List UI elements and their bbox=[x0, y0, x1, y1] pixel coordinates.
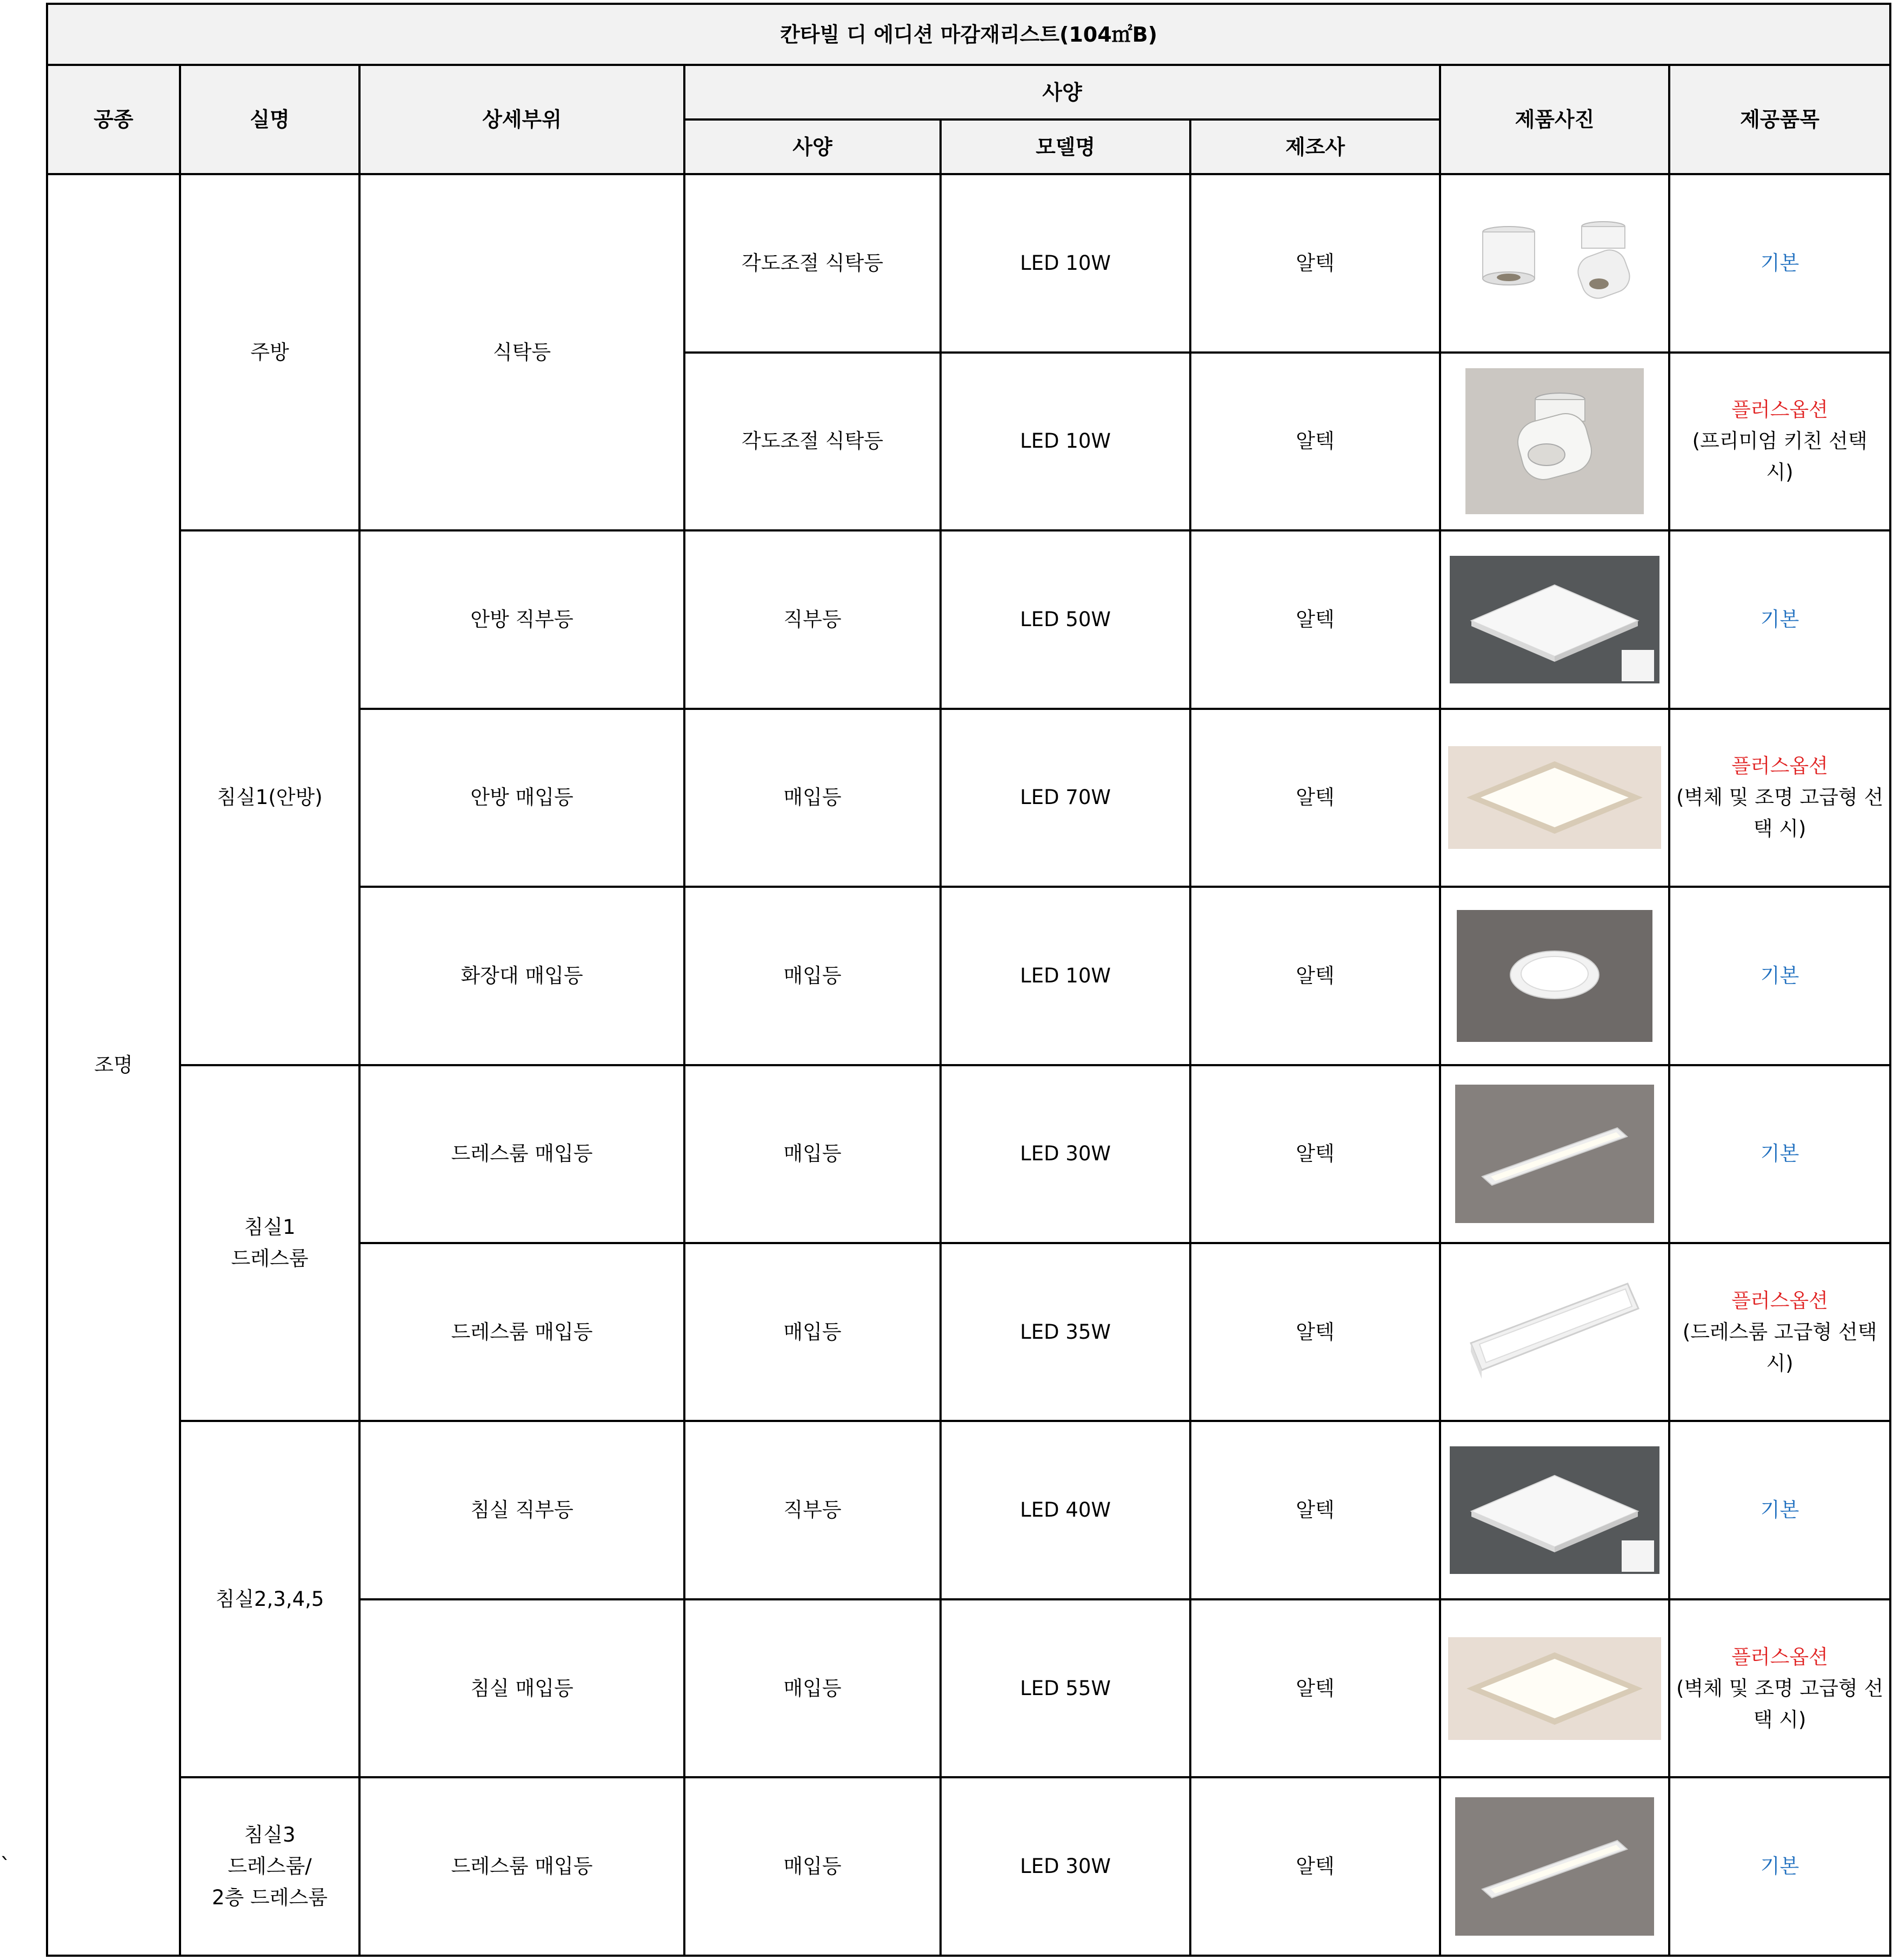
table-row bbox=[47, 174, 1890, 352]
maker-cell: 알텍 bbox=[1190, 709, 1440, 887]
spec-cell: 매입등 bbox=[684, 1777, 941, 1956]
table-row bbox=[47, 1421, 1890, 1599]
linear-recessed-light-icon bbox=[1455, 1085, 1654, 1223]
square-ceiling-panel-icon bbox=[1450, 1446, 1659, 1574]
spec-cell: 각도조절 식탁등 bbox=[684, 174, 941, 352]
single-spot-lamp-icon bbox=[1465, 368, 1644, 514]
recessed-square-panel-icon bbox=[1448, 746, 1661, 849]
table-row bbox=[47, 1777, 1890, 1956]
maker-cell: 알텍 bbox=[1190, 1243, 1440, 1421]
maker-cell: 알텍 bbox=[1190, 1777, 1440, 1956]
header-spec-group: 사양 bbox=[684, 65, 1440, 119]
room-dressroom-1 bbox=[180, 1065, 359, 1421]
supply-label: 플러스옵션 bbox=[1731, 754, 1828, 778]
linear-recessed-light-icon bbox=[1455, 1797, 1654, 1936]
supply-cell bbox=[1669, 1421, 1890, 1599]
room-bedrooms-2345: 침실2,3,4,5 bbox=[180, 1421, 359, 1777]
spec-cell: 직부등 bbox=[684, 530, 941, 708]
product-photo bbox=[1440, 1421, 1669, 1599]
maker-cell: 알텍 bbox=[1190, 887, 1440, 1065]
supply-cell bbox=[1669, 530, 1890, 708]
table-row bbox=[47, 530, 1890, 708]
supply-note: (벽체 및 조명 고급형 선택 시) bbox=[1676, 786, 1884, 841]
room-dressroom-3 bbox=[180, 1777, 359, 1956]
stray-mark: ` bbox=[0, 1854, 11, 1879]
round-downlight-icon bbox=[1457, 910, 1652, 1042]
product-photo bbox=[1440, 1243, 1669, 1421]
detail-cell: 화장대 매입등 bbox=[359, 887, 684, 1065]
spec-cell: 매입등 bbox=[684, 1243, 941, 1421]
header-trade: 공종 bbox=[47, 65, 180, 174]
maker-cell: 알텍 bbox=[1190, 174, 1440, 352]
model-cell: LED 30W bbox=[941, 1777, 1190, 1956]
product-photo bbox=[1440, 353, 1669, 530]
supply-label: 기본 bbox=[1760, 251, 1799, 275]
model-cell: LED 55W bbox=[941, 1599, 1190, 1777]
maker-cell: 알텍 bbox=[1190, 1599, 1440, 1777]
spec-cell: 매입등 bbox=[684, 709, 941, 887]
recessed-square-panel-icon bbox=[1448, 1637, 1661, 1740]
header-maker: 제조사 bbox=[1190, 119, 1440, 174]
room-master-bedroom: 침실1(안방) bbox=[180, 530, 359, 1065]
room-kitchen: 주방 bbox=[180, 174, 359, 530]
spec-cell: 직부등 bbox=[684, 1421, 941, 1599]
supply-note: (드레스룸 고급형 선택 시) bbox=[1682, 1320, 1877, 1375]
detail-cell: 드레스룸 매입등 bbox=[359, 1777, 684, 1956]
twin-spot-lamp-icon bbox=[1457, 209, 1652, 317]
model-cell: LED 10W bbox=[941, 174, 1190, 352]
maker-cell: 알텍 bbox=[1190, 1065, 1440, 1243]
finish-material-table bbox=[46, 3, 1891, 1957]
supply-cell bbox=[1669, 1599, 1890, 1777]
detail-cell: 드레스룸 매입등 bbox=[359, 1243, 684, 1421]
model-cell: LED 30W bbox=[941, 1065, 1190, 1243]
supply-cell bbox=[1669, 709, 1890, 887]
room-line: 드레스룸/ bbox=[228, 1855, 312, 1878]
room-line: 침실1 bbox=[244, 1215, 296, 1239]
header-detail: 상세부위 bbox=[359, 65, 684, 174]
product-photo bbox=[1440, 530, 1669, 708]
model-cell: LED 40W bbox=[941, 1421, 1190, 1599]
supply-cell bbox=[1669, 1065, 1890, 1243]
room-line: 2층 드레스룸 bbox=[211, 1886, 328, 1910]
header-spec: 사양 bbox=[684, 119, 941, 174]
supply-cell bbox=[1669, 174, 1890, 352]
supply-cell bbox=[1669, 1243, 1890, 1421]
product-photo bbox=[1440, 1065, 1669, 1243]
model-cell: LED 10W bbox=[941, 887, 1190, 1065]
header-model: 모델명 bbox=[941, 119, 1190, 174]
model-cell: LED 10W bbox=[941, 353, 1190, 530]
supply-cell bbox=[1669, 887, 1890, 1065]
supply-label: 기본 bbox=[1760, 1498, 1799, 1522]
product-photo bbox=[1440, 174, 1669, 352]
spec-cell: 각도조절 식탁등 bbox=[684, 353, 941, 530]
detail-cell: 드레스룸 매입등 bbox=[359, 1065, 684, 1243]
model-cell: LED 50W bbox=[941, 530, 1190, 708]
spec-cell: 매입등 bbox=[684, 1599, 941, 1777]
supply-cell bbox=[1669, 353, 1890, 530]
detail-cell: 안방 매입등 bbox=[359, 709, 684, 887]
detail-cell: 침실 직부등 bbox=[359, 1421, 684, 1599]
supply-label: 기본 bbox=[1760, 1142, 1799, 1166]
header-room: 실명 bbox=[180, 65, 359, 174]
model-cell: LED 70W bbox=[941, 709, 1190, 887]
table-row bbox=[47, 1065, 1890, 1243]
product-photo bbox=[1440, 1777, 1669, 1956]
supply-note: (벽체 및 조명 고급형 선택 시) bbox=[1676, 1676, 1884, 1731]
linear-frame-light-icon bbox=[1465, 1278, 1644, 1386]
maker-cell: 알텍 bbox=[1190, 1421, 1440, 1599]
supply-label: 기본 bbox=[1760, 964, 1799, 987]
supply-label: 플러스옵션 bbox=[1731, 1288, 1828, 1312]
header-supply: 제공품목 bbox=[1669, 65, 1890, 174]
supply-label: 플러스옵션 bbox=[1731, 1645, 1828, 1669]
table-title: 칸타빌 디 에디션 마감재리스트(104㎡B) bbox=[47, 4, 1890, 65]
square-ceiling-panel-icon bbox=[1450, 556, 1659, 683]
detail-cell: 안방 직부등 bbox=[359, 530, 684, 708]
maker-cell: 알텍 bbox=[1190, 530, 1440, 708]
supply-label: 플러스옵션 bbox=[1731, 398, 1828, 422]
product-photo bbox=[1440, 1599, 1669, 1777]
header-photo: 제품사진 bbox=[1440, 65, 1669, 174]
room-line: 드레스룸 bbox=[231, 1247, 309, 1271]
model-cell: LED 35W bbox=[941, 1243, 1190, 1421]
supply-label: 기본 bbox=[1760, 607, 1799, 631]
detail-kitchen: 식탁등 bbox=[359, 174, 684, 530]
maker-cell: 알텍 bbox=[1190, 353, 1440, 530]
spec-cell: 매입등 bbox=[684, 887, 941, 1065]
detail-cell: 침실 매입등 bbox=[359, 1599, 684, 1777]
spec-cell: 매입등 bbox=[684, 1065, 941, 1243]
supply-cell bbox=[1669, 1777, 1890, 1956]
product-photo bbox=[1440, 709, 1669, 887]
supply-note: (프리미엄 키친 선택 시) bbox=[1692, 429, 1868, 484]
product-photo bbox=[1440, 887, 1669, 1065]
supply-label: 기본 bbox=[1760, 1855, 1799, 1878]
room-line: 침실3 bbox=[244, 1823, 296, 1847]
trade-cell: 조명 bbox=[47, 174, 180, 1956]
